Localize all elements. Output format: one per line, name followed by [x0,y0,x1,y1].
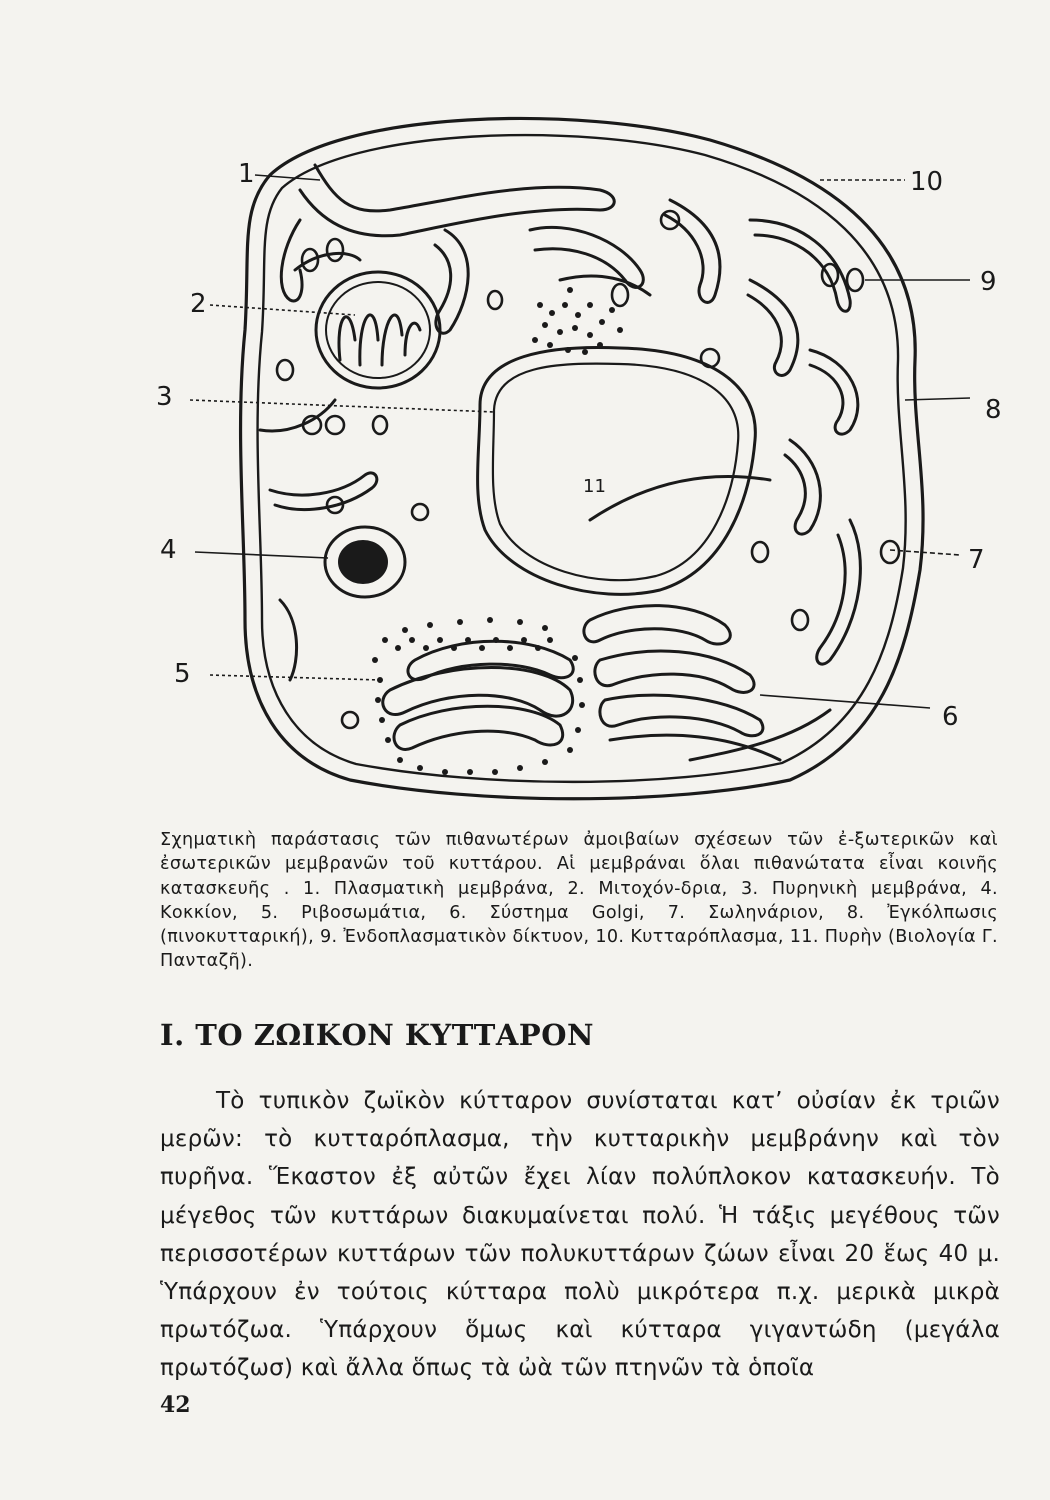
endoplasmic-reticulum [260,165,860,760]
golgi-apparatus [383,606,780,760]
vesicles [277,211,899,728]
label-7: 7 [968,545,985,575]
label-10: 10 [910,167,944,197]
label-2: 2 [190,289,207,319]
label-4: 4 [160,535,177,565]
cell-diagram-svg [150,100,1010,820]
nuclear-membrane [478,348,756,595]
label-3: 3 [156,382,173,412]
ribosomes [372,287,623,775]
label-11: 11 [583,476,606,497]
plasma-membrane [241,118,924,798]
label-5: 5 [174,659,191,689]
page-number: 42 [160,1392,191,1418]
figure-caption: Σχηματικὴ παράστασις τῶν πιθανωτέρων ἀμοιβαίων σχέσεων τῶν ἐ-ξωτερικῶν καὶ ἐσωτερικῶν μεμβρανῶν τοῦ κυττάρου. Αἱ μεμβράναι ὅλαι πιθανώτατα εἶναι κοινῆς κατασκευῆς . 1. Πλασματικὴ μεμβράνα, 2. Μιτοχόν-δρια, 3. Πυρηνικὴ μεμβράνα, 4. Κοκκίον, 5. Ριβοσωμάτια, 6. Σύστημα Golgi, 7. Σωληνάριον, 8. Ἐγκόλπωσις (πινοκυτταρική), 9. Ἐνδοπλασματικὸν δίκτυον, 10. Κυτταρόπλασμα, 11. Πυρὴν (Βιολογία Γ. Πανταζῆ). [160,830,998,972]
label-1: 1 [238,159,255,189]
body-paragraph: Τὸ τυπικὸν ζωϊκὸν κύτταρον συνίσταται κατ’ οὐσίαν ἐκ τριῶν μερῶν: τὸ κυτταρόπλασμα, τὴν κυτταρικὴν μεμβράνην καὶ τὸν πυρῆνα. Ἕκαστον ἐξ αὐτῶν ἔχει λίαν πολύπλοκον κατασκευήν. Τὸ μέγεθος τῶν κυττάρων διακυμαίνεται πολύ. Ἡ τάξις μεγέθους τῶν περισσοτέρων κυττάρων τῶν πολυκυττάρων ζώων εἶναι 20 ἕως 40 μ. Ὑπάρχουν ἐν τούτοις κύτταρα πολὺ μικρότερα π.χ. μερικὰ μικρὰ πρωτόζωα. Ὑπάρχουν ὅμως καὶ κύτταρα γιγαντώδη (μεγάλα πρωτόζωσ) καὶ ἄλλα ὅπως τὰ ὠὰ τῶν πτηνῶν τὰ ὁποῖα [160,1088,1000,1382]
label-9: 9 [980,267,997,297]
section-heading: Ι. ΤΟ ΖΩΙΚΟΝ ΚΥΤΤΑΡΟΝ [160,1018,594,1052]
leader-lines [190,175,970,708]
cell-diagram [150,100,1010,820]
label-8: 8 [985,395,1002,425]
label-6: 6 [942,702,959,732]
